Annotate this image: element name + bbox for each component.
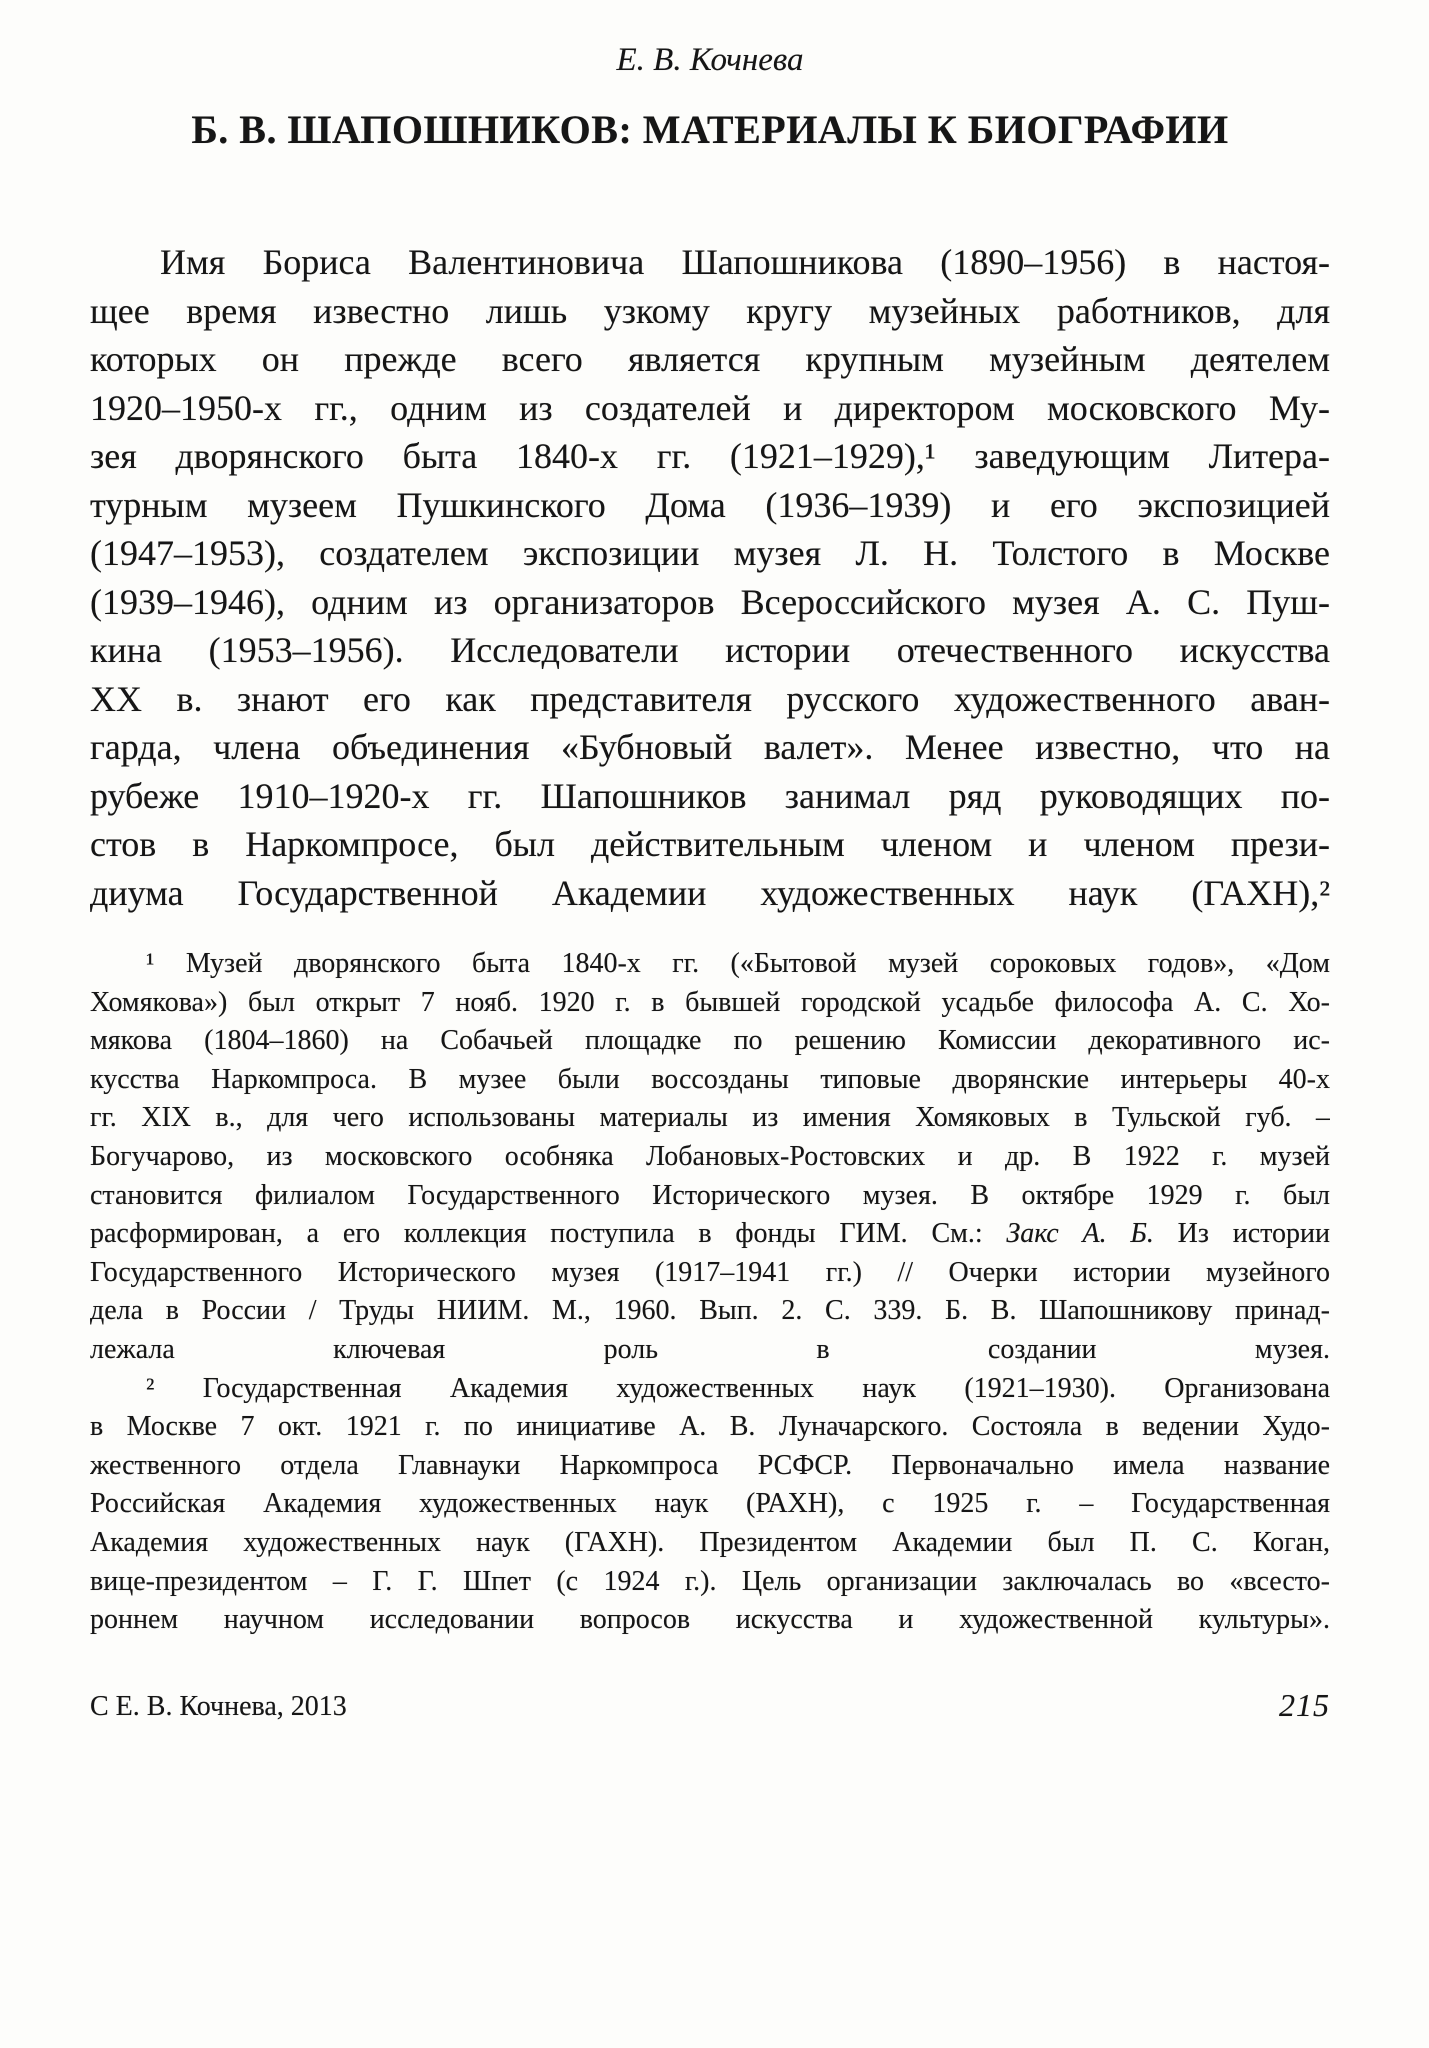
body-text-line: рубеже 1910–1920-х гг. Шапошников занимал ряд руководящих по- — [90, 775, 1330, 816]
body-paragraph — [90, 238, 1330, 917]
footnote-2-line: Академия художественных наук (ГАХН). Президентом Академии был П. С. Коган, — [90, 1526, 1330, 1558]
citation-post: Из истории — [1153, 1218, 1330, 1250]
body-text-line: диума Государственной Академии художественных наук (ГАХН),² — [90, 872, 1330, 913]
body-text-line: стов в Наркомпросе, был действительным членом и членом прези- — [90, 824, 1330, 864]
footnote-2-line: Российская Академия художественных наук (РАХН), с 1925 г. – Государственная — [90, 1488, 1330, 1520]
footnote-1-line: кусства Наркомпроса. В музее были воссозданы типовые дворянские интерьеры 40-х — [90, 1063, 1330, 1095]
footnote-2-line: ² Государственная Академия художественных наук (1921–1930). Организована — [146, 1372, 1330, 1404]
citation-author-italic: Закс А. Б. — [1006, 1218, 1154, 1250]
body-text-line: Имя Бориса Валентиновича Шапошникова (1890–1956) в настоя- — [160, 242, 1330, 282]
footnote-2-line: вице-президентом – Г. Г. Шпет (с 1924 г.). Цель организации заключалась во «всесто- — [90, 1565, 1330, 1597]
footnote-1-line: Хомякова») был открыт 7 нояб. 1920 г. в бывшей городской усадьбе философа А. С. Хо- — [90, 986, 1330, 1018]
footnotes-block — [90, 945, 1330, 1640]
body-text-line: щее время известно лишь узкому кругу музейных работников, для — [90, 290, 1330, 331]
body-text-line: XX в. знают его как представителя русского художественного аван- — [90, 678, 1330, 719]
author-line: Е. В. Кочнева — [616, 42, 804, 78]
footnote-1-line: Государственного Исторического музея (1917–1941 гг.) // Очерки истории музейного — [90, 1256, 1330, 1288]
copyright-line: С Е. В. Кочнева, 2013 — [90, 1691, 347, 1722]
footnote-2-line: жественного отдела Главнауки Наркомпроса РСФСР. Первоначально имела название — [90, 1449, 1330, 1481]
footnote-1-line: мякова (1804–1860) на Собачьей площадке по решению Комиссии декоративного ис- — [90, 1025, 1330, 1057]
body-text-line: кина (1953–1956). Исследователи истории отечественного искусства — [90, 630, 1330, 670]
footnote-1-line: дела в России / Труды НИИМ. М., 1960. Вып. 2. С. 339. Б. В. Шапошникову принад- — [90, 1295, 1330, 1327]
body-text-line: гарда, члена объединения «Бубновый валет». Менее известно, что на — [90, 727, 1330, 767]
body-text-line: (1947–1953), создателем экспозиции музея Л. Н. Толстого в Москве — [90, 533, 1330, 573]
body-text-line: 1920–1950-х гг., одним из создателей и директором московского Му- — [90, 387, 1330, 428]
body-text-line: турным музеем Пушкинского Дома (1936–1939) и его экспозицией — [90, 484, 1330, 525]
footnote-2-line: роннем научном исследовании вопросов искусства и художественной культуры». — [90, 1604, 1330, 1636]
footnote-1-line: становится филиалом Государственного Исторического музея. В октябре 1929 г. был — [90, 1179, 1330, 1211]
page-number: 215 — [1279, 1687, 1330, 1723]
body-text-line: (1939–1946), одним из организаторов Всероссийского музея А. С. Пуш- — [90, 581, 1330, 622]
footnote-2-line: в Москве 7 окт. 1921 г. по инициативе А. В. Луначарского. Состояла в ведении Худо- — [90, 1411, 1330, 1443]
footnote-1-citation-line — [90, 1215, 1330, 1254]
body-text-line: зея дворянского быта 1840-х гг. (1921–1929),¹ заведующим Литера- — [90, 436, 1330, 476]
footnote-1-line: гг. XIX в., для чего использованы материалы из имения Хомяковых в Тульской губ. – — [90, 1102, 1330, 1134]
footnote-1-line: ¹ Музей дворянского быта 1840-х гг. («Бытовой музей сороковых годов», «Дом — [146, 948, 1330, 979]
citation-pre: расформирован, а его коллекция поступила в фонды ГИМ. См.: — [90, 1218, 1007, 1250]
body-text-line: которых он прежде всего является крупным музейным деятелем — [90, 339, 1330, 379]
article-title: Б. В. ШАПОШНИКОВ: МАТЕРИАЛЫ К БИОГРАФИИ — [191, 107, 1229, 152]
footnote-1-line: Богучарово, из московского особняка Лобановых-Ростовских и др. В 1922 г. музей — [90, 1140, 1330, 1172]
footnote-1-line: лежала ключевая роль в создании музея. — [90, 1333, 1330, 1365]
